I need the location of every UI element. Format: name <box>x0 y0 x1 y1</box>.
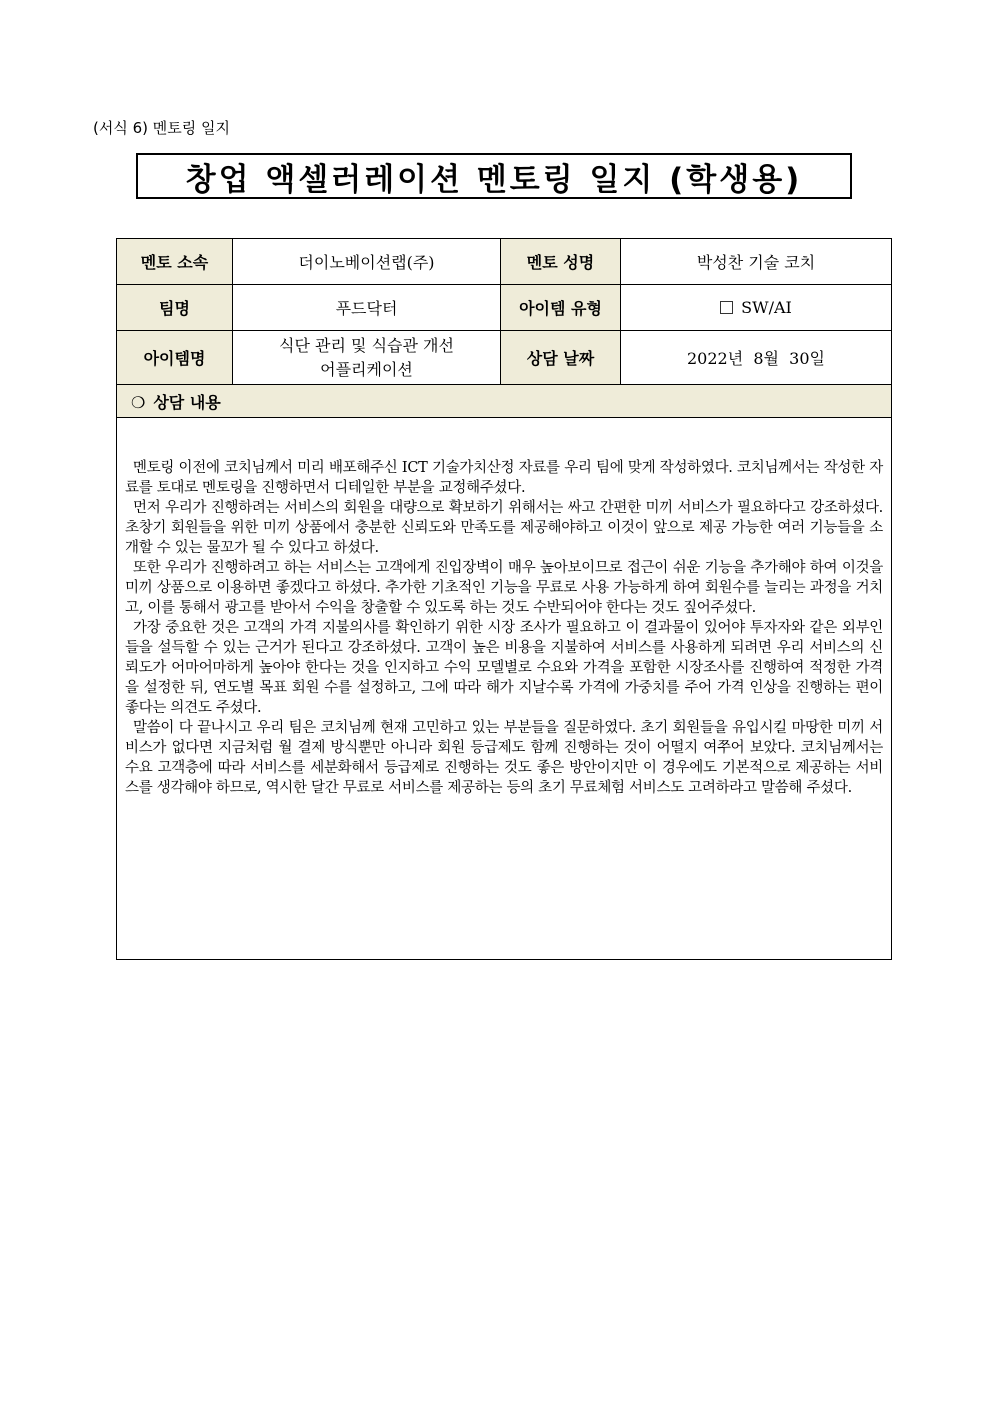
form-number-label: (서식 6) 멘토링 일지 <box>93 119 230 137</box>
checkbox-icon[interactable] <box>720 301 733 314</box>
table-row <box>117 239 892 285</box>
item-name-line2: 어플리케이션 <box>320 359 413 379</box>
page-title: 창업 액셀러레이션 멘토링 일지 (학생용) <box>185 161 803 198</box>
item-name-cell <box>233 331 501 385</box>
item-type-value: SW/AI <box>741 298 792 317</box>
item-name-label: 아이템명 <box>117 331 233 385</box>
table-row <box>117 331 892 385</box>
consult-paragraph: 멘토링 이전에 코치님께서 미리 배포해주신 ICT 기술가치산정 자료를 우리 팀에 맞게 작성하였다. 코치님께서는 작성한 자료를 토대로 멘토링을 진행하면서 디테일한 부분을 교정해주셨다. <box>125 460 883 496</box>
title-box <box>136 153 852 199</box>
mentor-org-value: 더이노베이션랩(주) <box>233 239 501 285</box>
date-label: 상담 날짜 <box>501 331 621 385</box>
item-type-label: 아이템 유형 <box>501 285 621 331</box>
consult-paragraph: 말씀이 다 끝나시고 우리 팀은 코치님께 현재 고민하고 있는 부분들을 질문하였다. 초기 회원들을 유입시킬 마땅한 미끼 서비스가 없다면 지금처럼 월 결제 방식뿐만 아니라 회원 등급제도 함께 진행하는 것이 어떨지 여쭈어 보았다. 코치님께서는 수요 고객층에 따라 서비스를 세분화해서 등급제로 진행하는 것도 좋은 방안이지만 이 경우에도 기본적으로 제공하는 서비스를 생각해야 하므로, 역시한 달간 무료로 서비스를 제공하는 등의 초기 무료체험 서비스도 고려하라고 말씀해 주셨다. <box>125 720 883 796</box>
item-name-line1: 식단 관리 및 식습관 개선 <box>279 335 454 355</box>
mentor-org-label: 멘토 소속 <box>117 239 233 285</box>
consult-section-label: 상담 내용 <box>153 392 221 412</box>
item-type-cell <box>621 285 892 331</box>
circle-bullet-icon: ❍ <box>131 392 146 412</box>
mentor-name-value: 박성찬 기술 코치 <box>621 239 892 285</box>
consult-section-header <box>117 385 892 418</box>
consult-paragraph: 먼저 우리가 진행하려는 서비스의 회원을 대량으로 확보하기 위해서는 싸고 간편한 미끼 서비스가 필요하다고 강조하셨다. 초창기 회원들을 위한 미끼 상품에서 충분한 신뢰도와 만족도를 제공해야하고 이것이 앞으로 제공 가능한 여러 기능들을 소개할 수 있는 물꼬가 될 수 있다고 하셨다. <box>125 500 883 556</box>
table-row <box>117 385 892 418</box>
team-label: 팀명 <box>117 285 233 331</box>
mentor-name-label: 멘토 성명 <box>501 239 621 285</box>
team-value: 푸드닥터 <box>233 285 501 331</box>
mentoring-info-table <box>116 238 892 960</box>
date-value: 2022년 8월 30일 <box>621 331 892 385</box>
table-row <box>117 285 892 331</box>
consult-paragraph: 가장 중요한 것은 고객의 가격 지불의사를 확인하기 위한 시장 조사가 필요하고 이 결과물이 있어야 투자자와 같은 외부인들을 설득할 수 있는 근거가 된다고 강조하셨다. 고객이 높은 비용을 지불하여 서비스를 사용하게 되려면 우리 서비스의 신뢰도가 어마어마하게 높아야 한다는 것을 인지하고 수익 모델별로 수요와 가격을 포함한 시장조사를 진행하여 적정한 가격을 설정한 뒤, 연도별 목표 회원 수를 설정하고, 그에 따라 해가 지날수록 가격에 가중치를 주어 가격 인상을 진행하는 편이 좋다는 의견도 주셨다. <box>125 620 883 716</box>
table-row <box>117 418 892 960</box>
consult-content <box>117 418 892 960</box>
consult-paragraph: 또한 우리가 진행하려고 하는 서비스는 고객에게 진입장벽이 매우 높아보이므로 접근이 쉬운 기능을 추가해야 하여 이것을 미끼 상품으로 이용하면 좋겠다고 하셨다. 추가한 기초적인 기능을 무료로 사용 가능하게 하여 회원수를 늘리는 과정을 거치고, 이를 통해서 광고를 받아서 수익을 창출할 수 있도록 하는 것도 수반되어야 한다는 것도 짚어주셨다. <box>125 560 883 616</box>
